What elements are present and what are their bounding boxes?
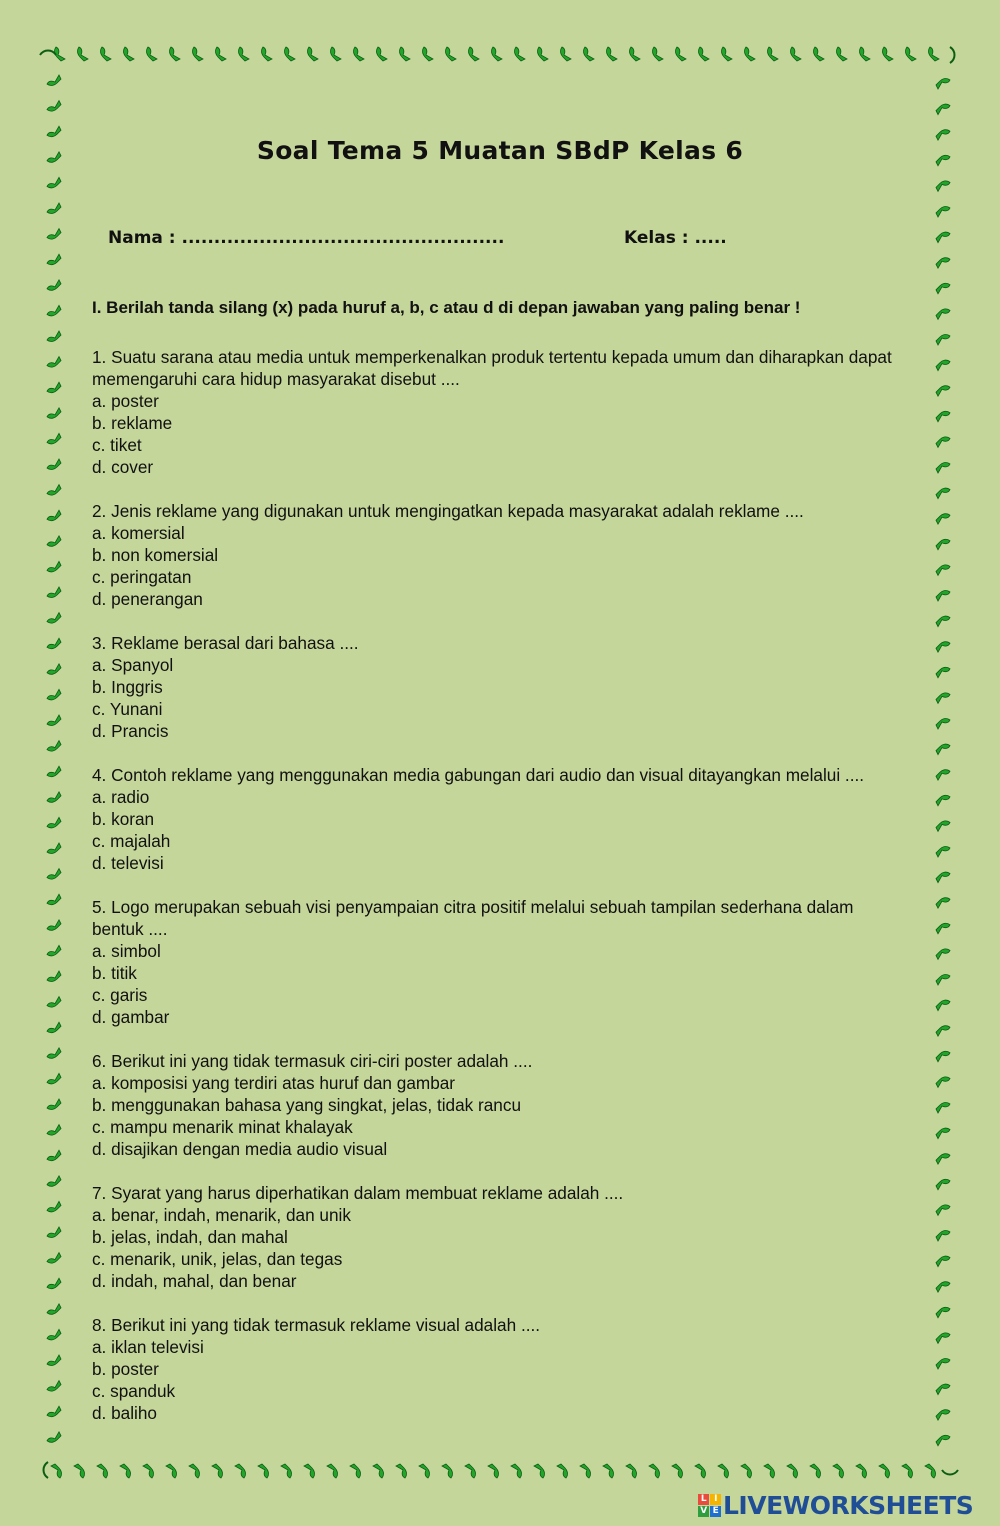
question-3 — [92, 632, 897, 742]
leaf-ornament-icon — [810, 1464, 821, 1478]
leaf-ornament-icon — [836, 47, 847, 61]
option-d[interactable]: d. disajikan dengan media audio visual — [92, 1139, 388, 1159]
option-d[interactable]: d. Prancis — [92, 721, 169, 741]
leaf-ornament-icon — [47, 587, 61, 598]
leaf-ornament-icon — [47, 357, 61, 368]
leaf-ornament-icon — [189, 1464, 200, 1478]
leaf-ornament-icon — [672, 1464, 683, 1478]
leaf-ornament-icon — [936, 1410, 950, 1421]
question-1 — [92, 346, 897, 478]
leaf-ornament-icon — [330, 47, 341, 61]
leaf-ornament-icon — [856, 1464, 867, 1478]
corner-swirl-icon — [40, 51, 56, 56]
leaf-ornament-icon — [465, 1464, 476, 1478]
leaf-ornament-icon — [583, 47, 594, 61]
question-7 — [92, 1182, 897, 1292]
leaf-ornament-icon — [936, 462, 950, 473]
leaf-ornament-icon — [47, 1073, 61, 1084]
leaf-ornament-icon — [47, 1150, 61, 1161]
liveworksheets-logo — [698, 1491, 973, 1520]
leaf-ornament-icon — [47, 459, 61, 470]
leaf-ornament-icon — [47, 613, 61, 624]
leaf-ornament-icon — [215, 47, 226, 61]
question-text: 7. Syarat yang harus diperhatikan dalam membuat reklame adalah .... — [92, 1183, 624, 1203]
leaf-ornament-icon — [235, 1464, 246, 1478]
option-d[interactable]: d. penerangan — [92, 589, 203, 609]
leaf-ornament-icon — [649, 1464, 660, 1478]
page-title: Soal Tema 5 Muatan SBdP Kelas 6 — [256, 136, 744, 165]
leaf-ornament-icon — [936, 1358, 950, 1369]
leaf-ornament-icon — [882, 47, 893, 61]
leaf-ornament-icon — [146, 47, 157, 61]
leaf-ornament-icon — [97, 1464, 108, 1478]
leaf-ornament-icon — [47, 408, 61, 419]
option-d[interactable]: d. televisi — [92, 853, 164, 873]
leaf-ornament-icon — [47, 536, 61, 547]
leaf-ornament-icon — [859, 47, 870, 61]
leaf-ornament-icon — [304, 1464, 315, 1478]
question-list — [92, 346, 897, 1446]
leaf-ornament-icon — [936, 181, 950, 192]
leaf-ornament-icon — [936, 949, 950, 960]
leaf-ornament-icon — [47, 1406, 61, 1417]
leaf-ornament-icon — [936, 386, 950, 397]
leaf-ornament-icon — [936, 1154, 950, 1165]
leaf-ornament-icon — [169, 47, 180, 61]
leaf-ornament-icon — [47, 229, 61, 240]
leaf-ornament-icon — [143, 1464, 154, 1478]
option-b[interactable]: b. menggunakan bahasa yang singkat, jelas, tidak rancu — [92, 1095, 522, 1115]
leaf-ornament-icon — [936, 488, 950, 499]
leaf-ornament-icon — [534, 1464, 545, 1478]
leaf-ornament-icon — [879, 1464, 890, 1478]
leaf-ornament-icon — [936, 821, 950, 832]
leaf-ornament-icon — [936, 693, 950, 704]
option-d[interactable]: d. baliho — [92, 1403, 157, 1423]
leaf-ornament-icon — [491, 47, 502, 61]
option-b[interactable]: b. jelas, indah, dan mahal — [92, 1227, 288, 1247]
leaf-ornament-icon — [445, 47, 456, 61]
leaf-ornament-icon — [47, 1355, 61, 1366]
logo-text: LIVEWORKSHEETS — [723, 1491, 974, 1520]
leaf-ornament-icon — [936, 616, 950, 627]
leaf-ornament-icon — [905, 47, 916, 61]
leaf-ornament-icon — [790, 47, 801, 61]
leaf-ornament-icon — [511, 1464, 522, 1478]
leaf-ornament-icon — [936, 1000, 950, 1011]
leaf-ornament-icon — [557, 1464, 568, 1478]
leaf-ornament-icon — [936, 360, 950, 371]
name-field-label: Nama : .................................................. — [108, 228, 505, 248]
leaf-ornament-icon — [192, 47, 203, 61]
leaf-ornament-icon — [936, 78, 950, 89]
leaf-ornament-icon — [936, 1282, 950, 1293]
question-2 — [92, 500, 897, 610]
leaf-ornament-icon — [603, 1464, 614, 1478]
leaf-ornament-icon — [936, 1179, 950, 1190]
leaf-ornament-icon — [936, 872, 950, 883]
leaf-ornament-icon — [560, 47, 571, 61]
question-6 — [92, 1050, 897, 1160]
leaf-ornament-icon — [258, 1464, 269, 1478]
leaf-ornament-icon — [376, 47, 387, 61]
leaf-ornament-icon — [741, 1464, 752, 1478]
leaf-ornament-icon — [47, 331, 61, 342]
leaf-ornament-icon — [936, 104, 950, 115]
leaf-ornament-icon — [936, 514, 950, 525]
leaf-ornament-icon — [47, 1099, 61, 1110]
leaf-ornament-icon — [936, 411, 950, 422]
leaf-ornament-icon — [629, 47, 640, 61]
leaf-ornament-icon — [936, 1307, 950, 1318]
leaf-ornament-icon — [47, 715, 61, 726]
option-a[interactable]: a. poster — [92, 391, 159, 411]
leaf-ornament-icon — [284, 47, 295, 61]
leaf-ornament-icon — [698, 47, 709, 61]
question-text: 8. Berikut ini yang tidak termasuk reklame visual adalah .... — [92, 1315, 541, 1335]
leaf-ornament-icon — [936, 642, 950, 653]
leaf-ornament-icon — [813, 47, 824, 61]
leaf-ornament-icon — [47, 382, 61, 393]
option-c[interactable]: c. Yunani — [92, 699, 163, 719]
leaf-ornament-icon — [936, 283, 950, 294]
leaf-ornament-icon — [238, 47, 249, 61]
leaf-ornament-icon — [307, 47, 318, 61]
leaf-ornament-icon — [718, 1464, 729, 1478]
leaf-ornament-icon — [47, 203, 61, 214]
leaf-ornament-icon — [47, 920, 61, 931]
leaf-ornament-icon — [47, 766, 61, 777]
leaf-ornament-icon — [47, 1304, 61, 1315]
leaf-ornament-icon — [936, 898, 950, 909]
leaf-ornament-icon — [120, 1464, 131, 1478]
leaf-ornament-icon — [928, 47, 939, 61]
leaf-ornament-icon — [764, 1464, 775, 1478]
leaf-ornament-icon — [47, 1432, 61, 1443]
leaf-ornament-icon — [925, 1464, 936, 1478]
option-c[interactable]: c. tiket — [92, 435, 142, 455]
leaf-ornament-icon — [721, 47, 732, 61]
class-field-label: Kelas : ..... — [624, 228, 727, 248]
leaf-ornament-icon — [47, 894, 61, 905]
question-4 — [92, 764, 897, 874]
leaf-ornament-icon — [936, 590, 950, 601]
option-b[interactable]: b. non komersial — [92, 545, 219, 565]
leaf-ornament-icon — [47, 1253, 61, 1264]
option-a[interactable]: a. radio — [92, 787, 150, 807]
leaf-ornament-icon — [936, 334, 950, 345]
leaf-ornament-icon — [488, 1464, 499, 1478]
leaf-ornament-icon — [77, 47, 88, 61]
option-c[interactable]: c. mampu menarik minat khalayak — [92, 1117, 353, 1137]
leaf-ornament-icon — [936, 206, 950, 217]
option-d[interactable]: d. indah, mahal, dan benar — [92, 1271, 297, 1291]
leaf-ornament-icon — [936, 309, 950, 320]
leaf-ornament-icon — [537, 47, 548, 61]
option-b[interactable]: b. Inggris — [92, 677, 163, 697]
leaf-ornament-icon — [936, 744, 950, 755]
leaf-ornament-icon — [787, 1464, 798, 1478]
leaf-ornament-icon — [47, 75, 61, 86]
leaf-ornament-icon — [442, 1464, 453, 1478]
leaf-ornament-icon — [514, 47, 525, 61]
option-c[interactable]: c. peringatan — [92, 567, 192, 587]
leaf-ornament-icon — [936, 565, 950, 576]
leaf-ornament-icon — [47, 638, 61, 649]
leaf-ornament-icon — [936, 258, 950, 269]
leaf-ornament-icon — [261, 47, 272, 61]
leaf-ornament-icon — [327, 1464, 338, 1478]
leaf-ornament-icon — [936, 846, 950, 857]
corner-swirl-icon — [950, 47, 955, 63]
leaf-ornament-icon — [123, 47, 134, 61]
option-a[interactable]: a. benar, indah, menarik, dan unik — [92, 1205, 351, 1225]
leaf-ornament-icon — [936, 1128, 950, 1139]
leaf-ornament-icon — [47, 664, 61, 675]
leaf-ornament-icon — [767, 47, 778, 61]
leaf-ornament-icon — [47, 1022, 61, 1033]
option-b[interactable]: b. koran — [92, 809, 155, 829]
option-a[interactable]: a. komposisi yang terdiri atas huruf dan gambar — [92, 1073, 456, 1093]
leaf-ornament-icon — [626, 1464, 637, 1478]
question-text: 1. Suatu sarana atau media untuk memperkenalkan produk tertentu kepada umum dan diharapkan dapat memengaruhi cara hidup masyarakat disebut .... — [92, 347, 892, 389]
leaf-ornament-icon — [652, 47, 663, 61]
option-b[interactable]: b. titik — [92, 963, 137, 983]
question-text: 6. Berikut ini yang tidak termasuk ciri-ciri poster adalah .... — [92, 1051, 533, 1071]
option-a[interactable]: a. komersial — [92, 523, 185, 543]
leaf-ornament-icon — [936, 1102, 950, 1113]
leaf-ornament-icon — [281, 1464, 292, 1478]
leaf-ornament-icon — [744, 47, 755, 61]
leaf-ornament-icon — [936, 1026, 950, 1037]
leaf-ornament-icon — [47, 843, 61, 854]
leaf-ornament-icon — [47, 485, 61, 496]
leaf-ornament-icon — [936, 1077, 950, 1088]
leaf-ornament-icon — [47, 177, 61, 188]
leaf-ornament-icon — [47, 101, 61, 112]
logo-mark-icon: L I V E — [698, 1494, 721, 1517]
leaf-ornament-icon — [936, 1051, 950, 1062]
leaf-ornament-icon — [47, 254, 61, 265]
leaf-ornament-icon — [936, 437, 950, 448]
leaf-ornament-icon — [47, 945, 61, 956]
leaf-ornament-icon — [47, 1381, 61, 1392]
leaf-ornament-icon — [51, 1464, 62, 1478]
leaf-ornament-icon — [936, 667, 950, 678]
leaf-ornament-icon — [47, 1201, 61, 1212]
leaf-ornament-icon — [936, 232, 950, 243]
leaf-ornament-icon — [47, 510, 61, 521]
leaf-ornament-icon — [936, 1230, 950, 1241]
question-text: 5. Logo merupakan sebuah visi penyampaian citra positif melalui sebuah tampilan sederhana dalam bentuk .... — [92, 897, 854, 939]
leaf-ornament-icon — [396, 1464, 407, 1478]
leaf-ornament-icon — [936, 1205, 950, 1216]
leaf-ornament-icon — [47, 1329, 61, 1340]
leaf-ornament-icon — [833, 1464, 844, 1478]
option-a[interactable]: a. iklan televisi — [92, 1337, 204, 1357]
option-b[interactable]: b. poster — [92, 1359, 159, 1379]
leaf-ornament-icon — [695, 1464, 706, 1478]
leaf-ornament-icon — [100, 47, 111, 61]
question-5 — [92, 896, 897, 1028]
leaf-ornament-icon — [47, 689, 61, 700]
leaf-ornament-icon — [350, 1464, 361, 1478]
leaf-ornament-icon — [47, 1176, 61, 1187]
leaf-ornament-icon — [353, 47, 364, 61]
leaf-ornament-icon — [47, 433, 61, 444]
leaf-ornament-icon — [580, 1464, 591, 1478]
option-a[interactable]: a. Spanyol — [92, 655, 174, 675]
leaf-ornament-icon — [936, 1435, 950, 1446]
leaf-ornament-icon — [47, 971, 61, 982]
option-d[interactable]: d. cover — [92, 457, 154, 477]
option-d[interactable]: d. gambar — [92, 1007, 170, 1027]
leaf-ornament-icon — [936, 923, 950, 934]
leaf-ornament-icon — [675, 47, 686, 61]
leaf-ornament-icon — [47, 280, 61, 291]
leaf-ornament-icon — [936, 539, 950, 550]
leaf-ornament-icon — [422, 47, 433, 61]
leaf-ornament-icon — [47, 1048, 61, 1059]
leaf-ornament-icon — [419, 1464, 430, 1478]
leaf-ornament-icon — [47, 561, 61, 572]
option-a[interactable]: a. simbol — [92, 941, 161, 961]
question-text: 3. Reklame berasal dari bahasa .... — [92, 633, 359, 653]
corner-swirl-icon — [942, 1470, 958, 1475]
leaf-ornament-icon — [47, 1278, 61, 1289]
leaf-ornament-icon — [47, 792, 61, 803]
option-c[interactable]: c. garis — [92, 985, 148, 1005]
option-c[interactable]: c. majalah — [92, 831, 171, 851]
leaf-ornament-icon — [936, 1256, 950, 1267]
leaf-ornament-icon — [47, 1125, 61, 1136]
leaf-ornament-icon — [936, 1384, 950, 1395]
leaf-ornament-icon — [936, 770, 950, 781]
leaf-ornament-icon — [468, 47, 479, 61]
question-text: 4. Contoh reklame yang menggunakan media gabungan dari audio dan visual ditayangkan melalui .... — [92, 765, 865, 785]
leaf-ornament-icon — [606, 47, 617, 61]
leaf-ornament-icon — [47, 869, 61, 880]
leaf-ornament-icon — [373, 1464, 384, 1478]
leaf-ornament-icon — [936, 974, 950, 985]
leaf-ornament-icon — [47, 741, 61, 752]
leaf-ornament-icon — [902, 1464, 913, 1478]
leaf-ornament-icon — [74, 1464, 85, 1478]
option-b[interactable]: b. reklame — [92, 413, 173, 433]
leaf-ornament-icon — [47, 305, 61, 316]
leaf-ornament-icon — [212, 1464, 223, 1478]
instruction-text: I. Berilah tanda silang (x) pada huruf a, b, c atau d di depan jawaban yang paling benar ! — [92, 298, 801, 317]
leaf-ornament-icon — [47, 1227, 61, 1238]
leaf-ornament-icon — [47, 817, 61, 828]
option-c[interactable]: c. spanduk — [92, 1381, 176, 1401]
leaf-ornament-icon — [166, 1464, 177, 1478]
leaf-ornament-icon — [936, 1333, 950, 1344]
question-8 — [92, 1314, 897, 1424]
leaf-ornament-icon — [936, 718, 950, 729]
leaf-ornament-icon — [936, 795, 950, 806]
leaf-ornament-icon — [47, 997, 61, 1008]
question-text: 2. Jenis reklame yang digunakan untuk mengingatkan kepada masyarakat adalah reklame .... — [92, 501, 804, 521]
option-c[interactable]: c. menarik, unik, jelas, dan tegas — [92, 1249, 343, 1269]
leaf-ornament-icon — [399, 47, 410, 61]
corner-swirl-icon — [44, 1462, 49, 1478]
